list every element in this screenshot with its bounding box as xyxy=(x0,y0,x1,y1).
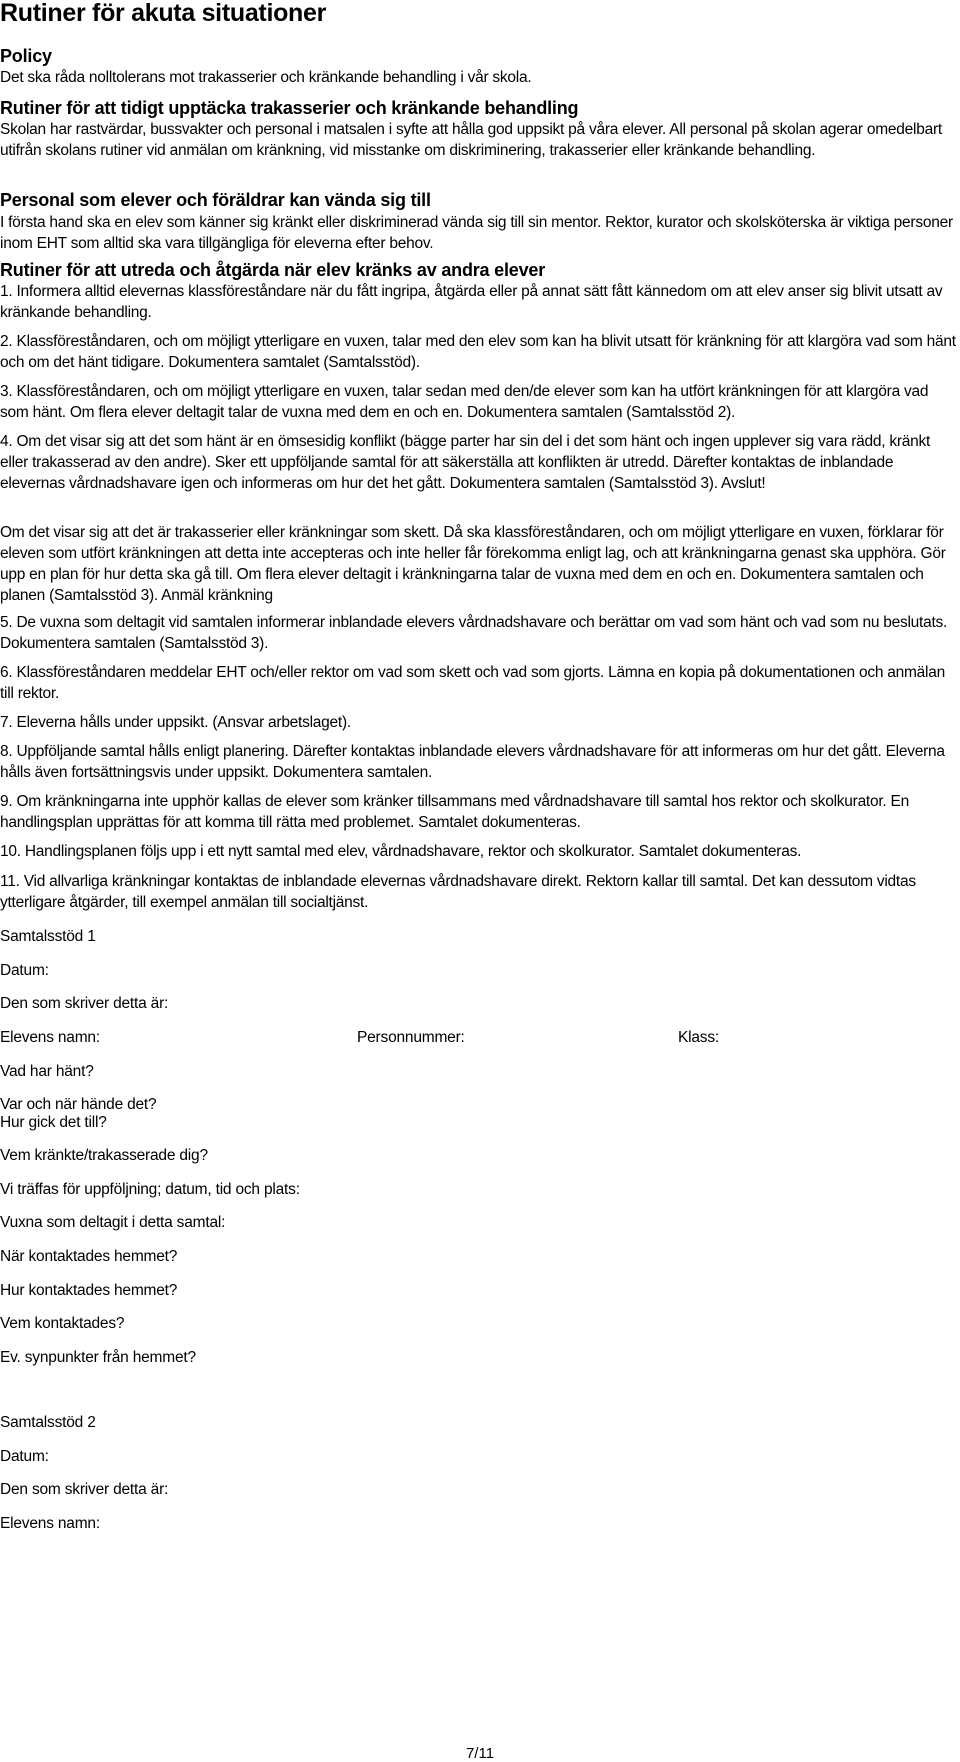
page-number: 7/11 xyxy=(465,1745,495,1762)
form2-date-label: Datum: xyxy=(0,1448,49,1465)
step-4: 4. Om det visar sig att det som hänt är en ömsesidig konflikt (bägge parter har sin del i det som hänt och ingen upplever sig vara rädd, kränkt eller trakasserad av den andre). Sker ett uppföljande samtal för att säkerställa att konflikten är utredd. Därefter kontaktas de inblandade elevernas vårdnadshavare igen och informeras om hur det het gått. Dokumentera samtalen (Samtalsstöd 3). Avslut! xyxy=(0,433,931,492)
form1-question-how: Hur gick det till? xyxy=(0,1114,107,1131)
step-9: 9. Om kränkningarna inte upphör kallas de elever som kränker tillsammans med vårdnadshavare till samtal hos rektor och skolkurator. En handlingsplan upprättas för att komma till rätta med problemet. Samtalet dokumenteras. xyxy=(0,793,909,831)
form1-question-views: Ev. synpunkter från hemmet? xyxy=(0,1349,196,1366)
form2-student-name-label: Elevens namn: xyxy=(0,1515,100,1532)
step-8: 8. Uppföljande samtal hålls enligt planering. Därefter kontaktas inblandade elevers vårdnadshavare för att informeras om hur det gått. Eleverna hålls även fortsättningsvis under uppsikt. Dokumentera samtalen. xyxy=(0,743,945,781)
form1-writer-label: Den som skriver detta är: xyxy=(0,995,169,1012)
form1-question-who-contacted: Vem kontaktades? xyxy=(0,1315,125,1332)
early-detection-text: Skolan har rastvärdar, bussvakter och personal i matsalen i syfte att hålla god uppsikt på våra elever. All personal på skolan agerar omedelbart utifrån skolans rutiner vid anmälan om kränkning, vid misstanke om diskriminering, trakasserier eller kränkande behandling. xyxy=(0,121,942,159)
step-7: 7. Eleverna hålls under uppsikt. (Ansvar arbetslaget). xyxy=(0,714,351,731)
form1-student-name-label: Elevens namn: xyxy=(0,1029,100,1046)
contacts-text: I första hand ska en elev som känner sig kränkt eller diskriminerad vända sig till sin mentor. Rektor, kurator och skolsköterska är viktiga personer inom EHT som alltid ska vara tillgängliga för eleverna efter behov. xyxy=(0,214,953,252)
early-detection-heading: Rutiner för att tidigt upptäcka trakasserier och kränkande behandling xyxy=(0,98,579,118)
step-2: 2. Klassföreståndaren, och om möjligt ytterligare en vuxen, talar med den elev som kan ha blivit utsatt för kränkning för att klargöra vad som hänt och om det hänt tidigare. Dokumentera samtalet (Samtalsstöd). xyxy=(0,333,956,371)
step-5: 5. De vuxna som deltagit vid samtalen informerar inblandade elevers vårdnadshavare och berättar om vad som hänt och vad som nu beslutats. Dokumentera samtalen (Samtalsstöd 3). xyxy=(0,614,948,652)
form1-question-who: Vem kränkte/trakasserade dig? xyxy=(0,1147,208,1164)
form1-date-label: Datum: xyxy=(0,962,49,979)
form1-question-adults: Vuxna som deltagit i detta samtal: xyxy=(0,1214,226,1231)
form1-question-what: Vad har hänt? xyxy=(0,1063,94,1080)
step-1: 1. Informera alltid elevernas klassföreståndare när du fått ingripa, åtgärda eller på annat sätt fått kännedom om att elev anser sig blivit utsatt av kränkande behandling. xyxy=(0,283,943,321)
form1-title: Samtalsstöd 1 xyxy=(0,928,96,945)
form1-question-when-home: När kontaktades hemmet? xyxy=(0,1248,178,1265)
policy-heading: Policy xyxy=(0,46,52,66)
form1-question-where: Var och när hände det? xyxy=(0,1096,157,1113)
page-title: Rutiner för akuta situationer xyxy=(0,0,327,27)
investigate-heading: Rutiner för att utreda och åtgärda när elev kränks av andra elever xyxy=(0,260,546,280)
step-6: 6. Klassföreståndaren meddelar EHT och/eller rektor om vad som skett och vad som gjorts. Lämna en kopia på dokumentationen och anmälan till rektor. xyxy=(0,664,945,702)
form1-personnummer-label: Personnummer: xyxy=(357,1029,465,1046)
form2-writer-label: Den som skriver detta är: xyxy=(0,1481,169,1498)
harassment-paragraph: Om det visar sig att det är trakasserier eller kränkningar som skett. Då ska klassföreståndaren, och om möjligt ytterligare en vuxen, förklarar för eleven som utfört kränkningen att detta inte accepteras och inte heller får förekomma enligt lag, och att kränkningarna genast ska upphöra. Gör upp en plan för hur detta ska gå till. Om flera elever deltagit i kränkningarna talar de vuxna med dem en och en. Dokumentera samtalen och planen (Samtalsstöd 3). Anmäl kränkning xyxy=(0,524,946,604)
form1-class-label: Klass: xyxy=(678,1029,720,1046)
form1-question-followup: Vi träffas för uppföljning; datum, tid och plats: xyxy=(0,1181,300,1198)
policy-text: Det ska råda nolltolerans mot trakasserier och kränkande behandling i vår skola. xyxy=(0,69,532,86)
form1-question-how-home: Hur kontaktades hemmet? xyxy=(0,1282,178,1299)
step-3: 3. Klassföreståndaren, och om möjligt ytterligare en vuxen, talar sedan med den/de elever som kan ha utfört kränkningen för att klargöra vad som hänt. Om flera elever deltagit talar de vuxna med dem en och en. Dokumentera samtalen (Samtalsstöd 2). xyxy=(0,383,929,421)
step-10: 10. Handlingsplanen följs upp i ett nytt samtal med elev, vårdnadshavare, rektor och skolkurator. Samtalet dokumenteras. xyxy=(0,843,802,860)
step-11: 11. Vid allvarliga kränkningar kontaktas de inblandade elevernas vårdnadshavare direkt. Rektorn kallar till samtal. Det kan dessutom vidtas ytterligare åtgärder, till exempel anmälan till socialtjänst. xyxy=(0,873,916,911)
contacts-heading: Personal som elever och föräldrar kan vända sig till xyxy=(0,190,431,210)
form2-title: Samtalsstöd 2 xyxy=(0,1414,96,1431)
